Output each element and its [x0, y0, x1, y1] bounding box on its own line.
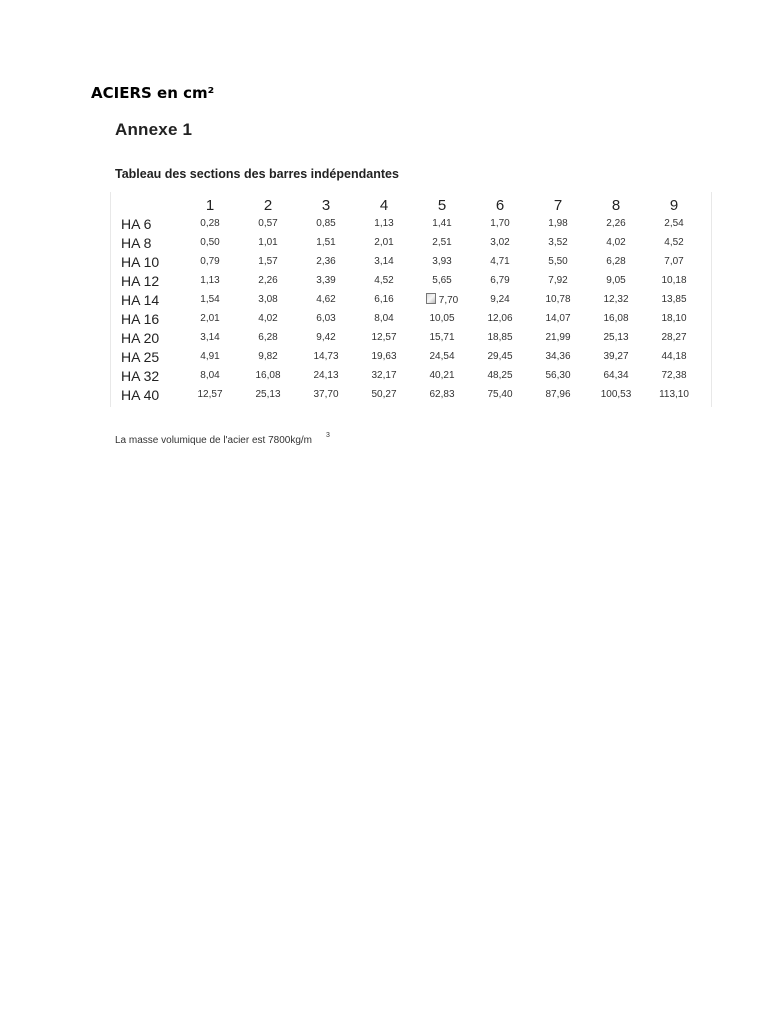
table-cell: 56,30: [545, 370, 571, 381]
table-cell: 2,26: [258, 275, 278, 286]
table-cell: 10,05: [429, 313, 455, 324]
table-cell: 0,85: [316, 218, 336, 229]
column-header: 7: [553, 196, 563, 214]
table-row: [111, 347, 703, 366]
table-subtitle: Tableau des sections des barres indépendantes: [115, 167, 399, 181]
table-cell: 8,04: [200, 370, 220, 381]
table-cell: 0,57: [258, 218, 278, 229]
table-cell: 100,53: [600, 389, 632, 400]
table-cell: 4,52: [374, 275, 394, 286]
table-cell: 4,02: [258, 313, 278, 324]
table-cell: 9,24: [490, 294, 510, 305]
table-row: [111, 271, 703, 290]
table-cell: 1,57: [258, 256, 278, 267]
table-cell: 18,10: [661, 313, 687, 324]
table-cell: 2,26: [606, 218, 626, 229]
table-cell: 6,28: [606, 256, 626, 267]
row-header: HA 40: [121, 386, 160, 403]
table-cell: 14,73: [313, 351, 339, 362]
table-cell: 1,70: [490, 218, 510, 229]
table-cell: 2,01: [374, 237, 394, 248]
row-header: HA 8: [121, 234, 152, 251]
table-cell: 5,65: [432, 275, 452, 286]
table-cell: 7,92: [548, 275, 568, 286]
table-cell: 9,82: [258, 351, 278, 362]
table-cell: 18,85: [487, 332, 513, 343]
row-header: HA 14: [121, 291, 160, 308]
table-cell: 3,52: [548, 237, 568, 248]
table-cell: 1,13: [374, 218, 394, 229]
row-header: HA 25: [121, 348, 160, 365]
table-header-row: [111, 196, 703, 214]
table-cell: 44,18: [661, 351, 687, 362]
table-cell: 2,51: [432, 237, 452, 248]
table-row: [111, 385, 703, 404]
table-cell: 25,13: [255, 389, 281, 400]
table-cell: 0,79: [200, 256, 220, 267]
table-cell: 19,63: [371, 351, 397, 362]
density-note-text: La masse volumique de l'acier est 7800kg/m: [115, 435, 313, 446]
table-cell: 1,51: [316, 237, 336, 248]
table-cell: 4,02: [606, 237, 626, 248]
annexe-figure: [110, 112, 710, 457]
table-cell: 24,54: [429, 351, 455, 362]
table-cell: 6,16: [374, 294, 394, 305]
sections-table: [111, 196, 703, 404]
table-cell: 2,36: [316, 256, 336, 267]
table-row: [111, 309, 703, 328]
table-cell: 5,50: [548, 256, 568, 267]
table-cell: 25,13: [603, 332, 629, 343]
table-cell: 6,28: [258, 332, 278, 343]
table-cell: 72,38: [661, 370, 687, 381]
table-cell: 9,05: [606, 275, 626, 286]
column-header: 8: [611, 196, 621, 214]
table-row: [111, 328, 703, 347]
column-header: 5: [437, 196, 447, 214]
table-cell: 32,17: [371, 370, 397, 381]
table-cell: 12,06: [487, 313, 513, 324]
table-cell: 6,79: [490, 275, 510, 286]
table-cell: 75,40: [487, 389, 513, 400]
table-row: [111, 214, 703, 233]
annexe-heading: Annexe 1: [115, 120, 193, 139]
table-cell: 8,04: [374, 313, 394, 324]
table-cell: 3,08: [258, 294, 278, 305]
table-cell: 4,62: [316, 294, 336, 305]
table-cell: 4,52: [664, 237, 684, 248]
table-cell: 12,32: [603, 294, 629, 305]
table-cell: 28,27: [661, 332, 687, 343]
table-cell: 2,54: [664, 218, 684, 229]
table-cell: 50,27: [371, 389, 397, 400]
table-cell: 39,27: [603, 351, 629, 362]
table-cell: 87,96: [545, 389, 571, 400]
table-cell: 1,41: [432, 218, 452, 229]
table-cell: 15,71: [429, 332, 455, 343]
table-cell: 24,13: [313, 370, 339, 381]
table-cell: 3,14: [374, 256, 394, 267]
table-body: [111, 214, 703, 404]
table-cell: 10,78: [545, 294, 571, 305]
sections-table-container: [110, 192, 712, 407]
row-header: HA 12: [121, 272, 160, 289]
column-header: 2: [263, 196, 273, 214]
column-header: 1: [205, 196, 215, 214]
table-cell: 12,57: [197, 389, 223, 400]
table-cell: 37,70: [313, 389, 339, 400]
table-cell: 34,36: [545, 351, 571, 362]
table-cell: 7,07: [664, 256, 684, 267]
density-note: [115, 432, 330, 446]
table-cell: 1,98: [548, 218, 568, 229]
table-cell: 10,18: [661, 275, 687, 286]
column-header: 9: [669, 196, 679, 214]
row-header: HA 6: [121, 215, 152, 232]
density-note-exponent: 3: [326, 432, 330, 439]
table-cell: 64,34: [603, 370, 629, 381]
table-cell: 21,99: [545, 332, 571, 343]
table-cell: 4,71: [490, 256, 510, 267]
row-header: HA 20: [121, 329, 160, 346]
table-cell: 1,54: [200, 294, 220, 305]
column-header: 3: [321, 196, 331, 214]
table-cell: 16,08: [603, 313, 629, 324]
column-header: 6: [495, 196, 505, 214]
row-header: HA 32: [121, 367, 160, 384]
table-cell: 12,57: [371, 332, 397, 343]
table-cell: 16,08: [255, 370, 281, 381]
table-cell-value: 7,70: [438, 295, 459, 306]
document-title: ACIERS en cm²: [91, 84, 215, 102]
table-cell: 62,83: [429, 389, 455, 400]
table-cell: 14,07: [545, 313, 571, 324]
table-cell: 113,10: [659, 389, 689, 400]
table-cell: [413, 290, 471, 309]
table-cell: 2,01: [200, 313, 220, 324]
table-row: [111, 366, 703, 385]
row-header: HA 16: [121, 310, 160, 327]
table-cell: 3,93: [432, 256, 452, 267]
table-cell: 9,42: [316, 332, 336, 343]
table-cell: 4,91: [200, 351, 220, 362]
table-cell: 29,45: [487, 351, 513, 362]
table-row: [111, 252, 703, 271]
table-cell: 48,25: [487, 370, 513, 381]
table-cell: 0,28: [200, 218, 220, 229]
table-row: [111, 233, 703, 252]
column-header: 4: [379, 196, 389, 214]
table-cell: 6,03: [316, 313, 336, 324]
table-row: [111, 290, 703, 309]
table-cell: 0,50: [200, 237, 220, 248]
table-cell: 1,01: [258, 237, 278, 248]
table-cell: 3,14: [200, 332, 220, 343]
table-cell: 3,39: [316, 275, 336, 286]
table-cell: 1,13: [200, 275, 220, 286]
image-placeholder-icon: [426, 293, 436, 304]
table-cell: 3,02: [490, 237, 510, 248]
table-cell: 40,21: [429, 370, 455, 381]
table-cell: 13,85: [661, 294, 687, 305]
row-header: HA 10: [121, 253, 160, 270]
table-corner: [111, 196, 181, 214]
